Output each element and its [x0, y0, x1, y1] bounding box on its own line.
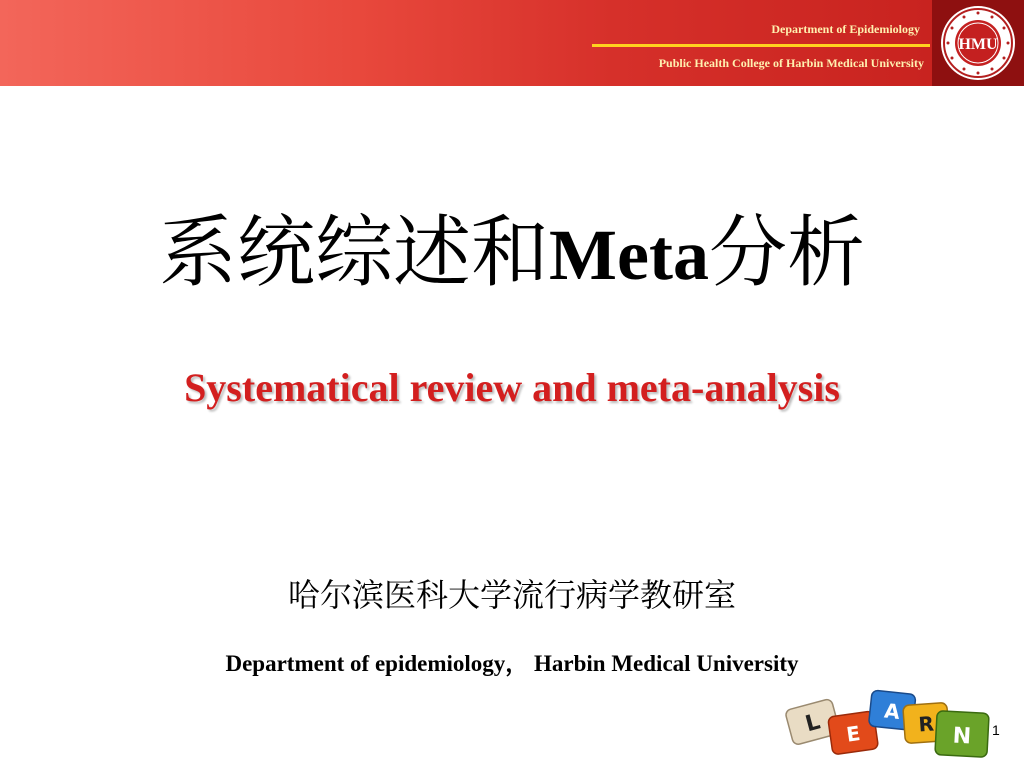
title-cn-part1: 系统综述和 — [159, 208, 550, 298]
learn-letter-e: E — [844, 721, 862, 747]
header-department: Department of Epidemiology — [771, 22, 920, 36]
header-divider — [592, 44, 930, 47]
header-college: Public Health College of Harbin Medical University — [658, 56, 924, 70]
learn-letter-r: R — [917, 711, 935, 737]
learn-puzzle-graphic — [780, 682, 998, 768]
header-banner — [0, 0, 1024, 86]
department-en: Department of epidemiology， Harbin Medical University — [225, 651, 799, 676]
slide-number: 1 — [992, 722, 1000, 738]
learn-letter-l: L — [802, 709, 823, 738]
department-cn: 哈尔滨医科大学流行病学教研室 — [287, 576, 736, 614]
learn-letter-a: A — [883, 698, 902, 724]
title-latin: Meta — [549, 215, 709, 295]
title-cn-part2: 分析 — [708, 208, 865, 298]
university-logo — [932, 0, 1024, 86]
learn-letter-n: N — [952, 723, 972, 750]
logo-monogram: HMU — [958, 36, 998, 53]
slide-subtitle: Systematical review and meta-analysis — [184, 365, 840, 410]
slide-title — [0, 208, 1024, 298]
